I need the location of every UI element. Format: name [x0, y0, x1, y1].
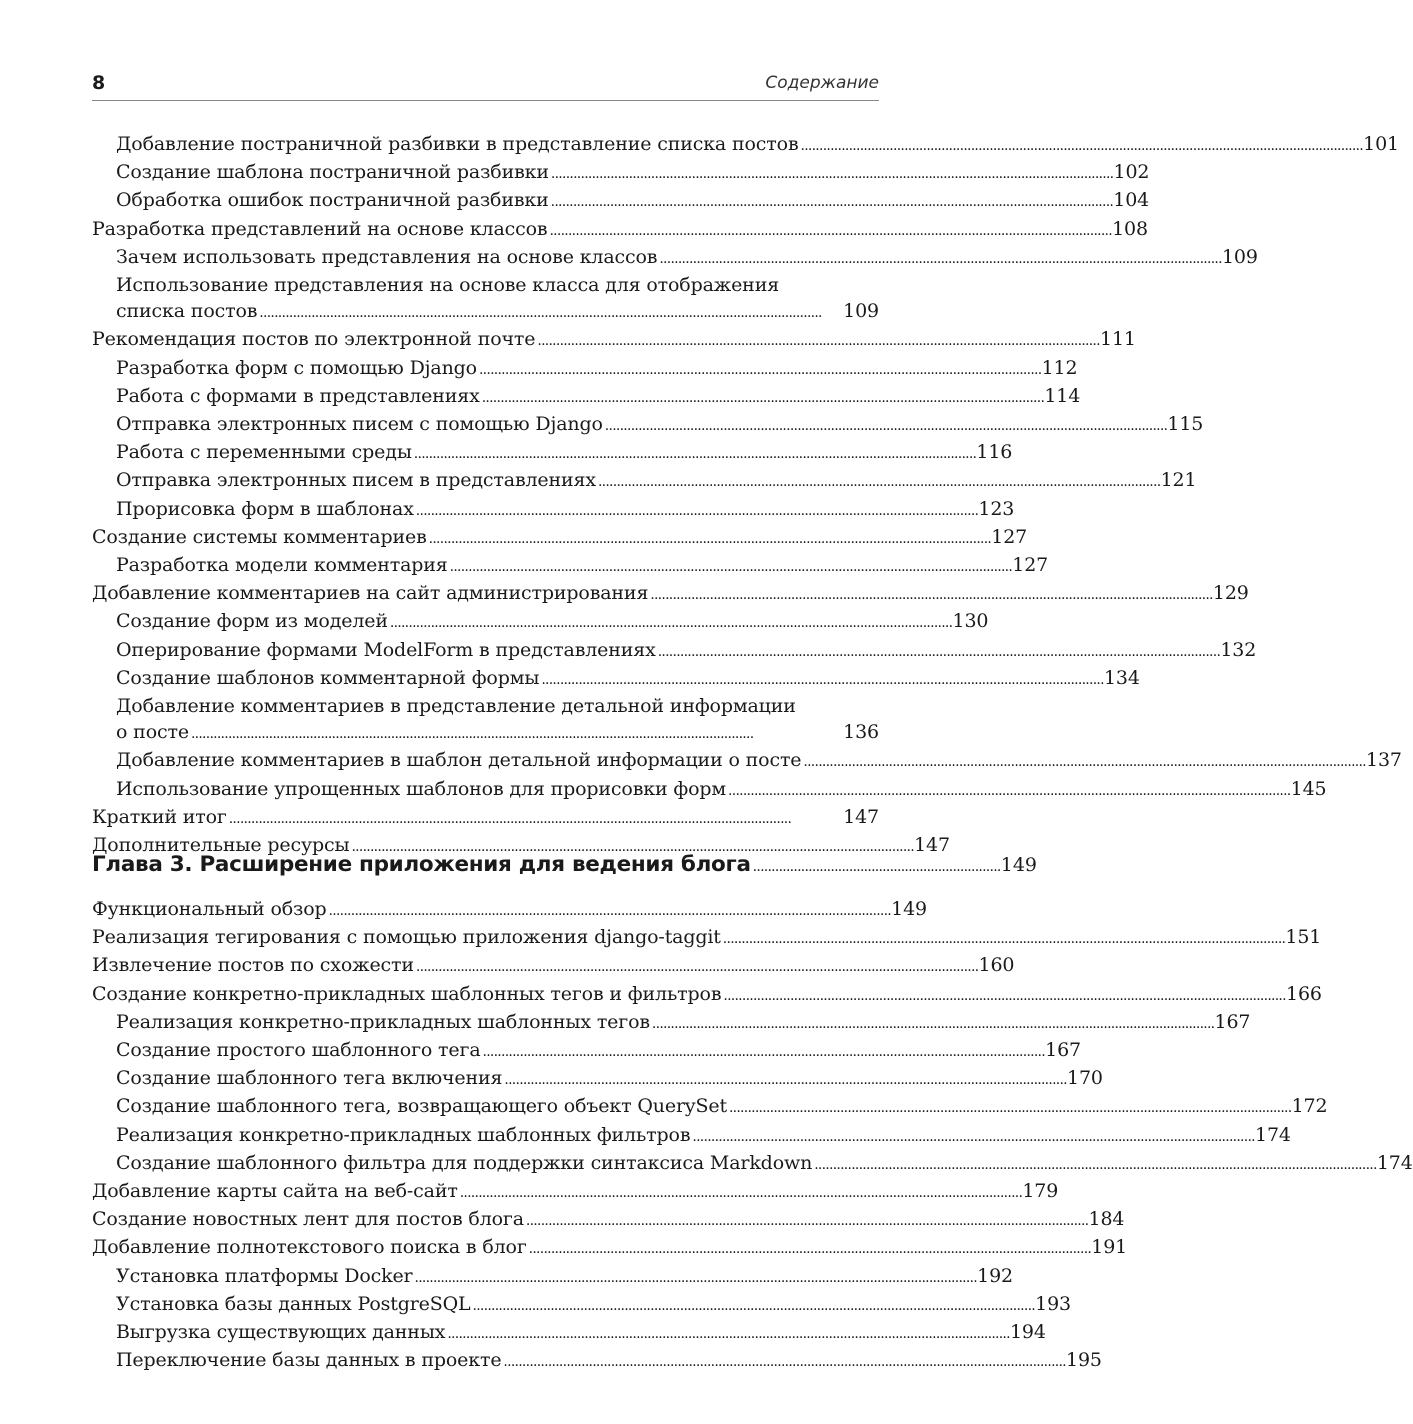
toc-entry	[92, 272, 879, 326]
toc-section-2	[92, 896, 1413, 1375]
toc-entry-title: Установка платформы Docker	[116, 1264, 413, 1287]
chapter-heading	[92, 852, 1038, 886]
toc-entry	[92, 524, 1028, 552]
toc-entry-page: 116	[976, 441, 1013, 464]
toc-entry-title: Реализация конкретно-прикладных шаблонных фильтров	[116, 1123, 691, 1146]
toc-entry-title: Переключение базы данных в проекте	[116, 1349, 502, 1372]
dot-leader	[416, 952, 977, 980]
toc-entry	[92, 1319, 1046, 1347]
toc-entry-title: списка постов	[116, 300, 258, 323]
toc-entry	[92, 608, 989, 636]
toc-entry	[92, 216, 1148, 244]
toc-entry-page: 102	[1113, 161, 1150, 184]
toc-entry	[92, 1065, 1103, 1093]
toc-entry	[92, 439, 1013, 467]
toc-entry	[92, 1291, 1071, 1319]
toc-entry-title: Оперирование формами ModelForm в представлениях	[116, 638, 656, 661]
toc-entry-page: 121	[1160, 469, 1197, 492]
dot-leader	[551, 187, 1112, 215]
toc-entry-title: Разработка модели комментария	[116, 554, 448, 577]
toc-entry-page: 109	[1221, 245, 1258, 268]
toc-entry-page: 160	[978, 954, 1015, 977]
dot-leader	[447, 1319, 1008, 1347]
toc-entry-title-line: Добавление комментариев в представление детальной информации	[116, 695, 796, 718]
toc-entry-page: 104	[1113, 189, 1150, 212]
toc-entry-page: 127	[1012, 554, 1049, 577]
toc-entry-title-line: Использование представления на основе класса для отображения	[116, 274, 780, 297]
toc-entry	[92, 1206, 1125, 1234]
dot-leader	[482, 383, 1043, 411]
dot-leader	[414, 439, 975, 467]
dot-leader	[450, 552, 1011, 580]
toc-entry-page: 147	[914, 834, 950, 857]
toc-entry-title: Отправка электронных писем в представлениях	[116, 469, 596, 492]
toc-entry-title: Создание новостных лент для постов блога	[92, 1208, 524, 1231]
dot-leader	[723, 981, 1284, 1009]
toc-entry-page: 191	[1091, 1236, 1128, 1259]
toc-entry	[92, 1037, 1081, 1065]
toc-entry-title: о посте	[116, 721, 189, 744]
toc-entry-page: 130	[952, 610, 989, 633]
chapter-title: Глава 3. Расширение приложения для ведения блога	[92, 852, 751, 877]
dot-leader	[541, 665, 1102, 693]
toc-entry-page: 137	[1366, 749, 1402, 772]
toc-entry	[92, 747, 1402, 775]
toc-entry	[92, 1178, 1059, 1206]
dot-leader	[503, 1347, 1064, 1375]
dot-leader	[537, 326, 1098, 354]
toc-entry	[92, 1234, 1128, 1262]
toc-entry-page: 127	[991, 525, 1028, 548]
toc-entry-page: 145	[1290, 777, 1327, 800]
toc-entry-page: 151	[1285, 926, 1322, 949]
toc-entry-title: Создание простого шаблонного тега	[116, 1039, 481, 1062]
toc-section-1	[92, 131, 1402, 860]
toc-entry-page: 115	[1167, 413, 1204, 436]
toc-entry-page: 194	[1009, 1321, 1046, 1344]
toc-entry-title: Добавление комментариев в шаблон детальной информации о посте	[116, 749, 802, 772]
page-number: 8	[92, 72, 106, 94]
dot-leader	[460, 1178, 1021, 1206]
toc-entry-page: 193	[1035, 1292, 1071, 1315]
toc-entry	[92, 326, 1136, 354]
toc-entry	[92, 1347, 1102, 1375]
toc-entry-title: Создание форм из моделей	[116, 610, 388, 633]
toc-entry	[92, 411, 1204, 439]
toc-entry-title: Краткий итог	[92, 805, 227, 828]
toc-entry	[92, 952, 1015, 980]
toc-entry	[92, 693, 879, 747]
dot-leader	[652, 1009, 1213, 1037]
dot-leader	[728, 776, 1289, 804]
toc-entry-page: 184	[1088, 1208, 1125, 1231]
dot-leader	[650, 580, 1211, 608]
page-header	[92, 72, 879, 100]
toc-entry-title: Зачем использовать представления на основе классов	[116, 245, 658, 268]
toc-entry	[92, 665, 1140, 693]
toc-entry-title: Обработка ошибок постраничной разбивки	[116, 189, 549, 212]
dot-leader	[329, 896, 890, 924]
toc-entry	[92, 637, 1257, 665]
toc-entry-page: 192	[977, 1264, 1013, 1287]
dot-leader	[473, 1291, 1034, 1319]
toc-entry	[92, 981, 1322, 1009]
toc-entry-page: 149	[891, 898, 927, 920]
toc-entry-page: 170	[1067, 1067, 1103, 1090]
toc-entry-page: 167	[1214, 1010, 1251, 1033]
toc-entry-page: 136	[843, 721, 879, 744]
dot-leader	[598, 467, 1159, 495]
dot-leader	[723, 924, 1284, 952]
toc-entry	[92, 383, 1081, 411]
dot-leader	[416, 496, 977, 524]
dot-leader	[549, 216, 1110, 244]
toc-entry-page: 174	[1255, 1123, 1291, 1146]
toc-entry-title: Создание шаблонного тега включения	[116, 1067, 503, 1090]
toc-entry-page: 174	[1376, 1151, 1413, 1174]
running-head: Содержание	[765, 73, 879, 93]
toc-entry-page: 112	[1041, 356, 1078, 379]
toc-entry	[92, 1263, 1013, 1291]
toc-entry	[92, 924, 1322, 952]
toc-entry-title: Разработка представлений на основе классов	[92, 217, 548, 240]
dot-leader	[658, 637, 1219, 665]
toc-entry	[92, 1009, 1251, 1037]
toc-entry-page: 132	[1220, 638, 1257, 661]
toc-entry-page: 101	[1363, 133, 1399, 155]
toc-entry-page: 172	[1291, 1095, 1328, 1118]
toc-entry-title: Создание конкретно-прикладных шаблонных тегов и фильтров	[92, 982, 722, 1005]
toc-entry	[92, 552, 1049, 580]
toc-entry-page: 123	[978, 497, 1015, 520]
toc-entry	[92, 496, 1015, 524]
toc-entry-title: Добавление комментариев на сайт администрирования	[92, 582, 649, 605]
toc-entry	[92, 804, 879, 832]
dot-leader	[526, 1206, 1087, 1234]
toc-entry-title: Реализация тегирования с помощью приложения django-taggit	[92, 926, 721, 949]
toc-entry-title: Рекомендация постов по электронной почте	[92, 328, 536, 351]
dot-leader	[504, 1065, 1065, 1093]
toc-entry-title: Работа с формами в представлениях	[116, 384, 480, 407]
toc-entry-title: Создание шаблона постраничной разбивки	[116, 161, 549, 184]
toc-entry-title: Создание шаблонного фильтра для поддержки синтаксиса Markdown	[116, 1151, 813, 1174]
dot-leader	[483, 1037, 1044, 1065]
toc-entry-title: Добавление карты сайта на веб-сайт	[92, 1180, 458, 1203]
dot-leader	[729, 1093, 1290, 1121]
chapter-page: 149	[1000, 854, 1038, 876]
toc-entry	[92, 1093, 1328, 1121]
dot-leader	[529, 1234, 1090, 1262]
dot-leader	[659, 244, 1220, 272]
dot-leader	[390, 608, 951, 636]
dot-leader	[191, 719, 841, 747]
toc-entry-title: Извлечение постов по схожести	[92, 954, 414, 977]
toc-entry-title: Использование упрощенных шаблонов для прорисовки форм	[116, 777, 727, 800]
toc-entry-page: 179	[1022, 1180, 1059, 1203]
toc-entry	[92, 1122, 1291, 1150]
toc-entry	[92, 896, 927, 924]
toc-entry-page: 108	[1112, 217, 1148, 240]
toc-entry-title: Создание шаблонов комментарной формы	[116, 666, 540, 689]
toc-entry	[92, 187, 1150, 215]
dot-leader	[803, 747, 1364, 775]
toc-entry-title: Дополнительные ресурсы	[92, 834, 350, 857]
toc-entry	[92, 131, 1399, 159]
dot-leader	[479, 355, 1040, 383]
toc-entry	[92, 580, 1249, 608]
toc-entry-page: 109	[843, 300, 879, 323]
toc-entry-page: 195	[1066, 1349, 1102, 1372]
toc-entry-title: Работа с переменными среды	[116, 441, 412, 464]
dot-leader	[692, 1122, 1253, 1150]
toc-entry-title: Функциональный обзор	[92, 898, 327, 920]
toc-entry	[92, 467, 1197, 495]
dot-leader	[801, 131, 1362, 159]
toc-entry-title: Разработка форм с помощью Django	[116, 356, 477, 379]
toc-entry-title: Отправка электронных писем с помощью Django	[116, 413, 603, 436]
toc-entry-page: 114	[1044, 384, 1081, 407]
toc-entry-title: Добавление полнотекстового поиска в блог	[92, 1236, 527, 1259]
dot-leader	[551, 159, 1112, 187]
toc-entry-page: 166	[1286, 982, 1322, 1005]
dot-leader	[753, 856, 999, 875]
toc-entry-page: 111	[1100, 328, 1136, 351]
toc-entry	[92, 776, 1327, 804]
toc-entry	[92, 159, 1150, 187]
toc-entry-title: Прорисовка форм в шаблонах	[116, 497, 414, 520]
dot-leader	[415, 1263, 976, 1291]
toc-entry	[92, 1150, 1413, 1178]
toc-entry-page: 134	[1103, 666, 1140, 689]
dot-leader	[605, 411, 1166, 439]
book-page	[92, 0, 1413, 1424]
header-rule	[92, 100, 879, 101]
dot-leader	[259, 298, 841, 326]
dot-leader	[814, 1150, 1375, 1178]
toc-entry-page: 147	[843, 805, 879, 828]
toc-entry-title: Установка базы данных PostgreSQL	[116, 1292, 471, 1315]
toc-entry-title: Выгрузка существующих данных	[116, 1321, 446, 1344]
toc-entry-title: Создание шаблонного тега, возвращающего объект QuerySet	[116, 1095, 727, 1118]
toc-entry-title: Создание системы комментариев	[92, 525, 427, 548]
toc-entry-title: Добавление постраничной разбивки в представление списка постов	[116, 133, 799, 155]
toc-entry-page: 167	[1045, 1039, 1081, 1062]
toc-entry	[92, 244, 1258, 272]
toc-entry-page: 129	[1212, 582, 1249, 605]
dot-leader	[229, 804, 841, 832]
toc-entry-title: Реализация конкретно-прикладных шаблонных тегов	[116, 1010, 650, 1033]
toc-entry	[92, 355, 1078, 383]
dot-leader	[429, 524, 990, 552]
